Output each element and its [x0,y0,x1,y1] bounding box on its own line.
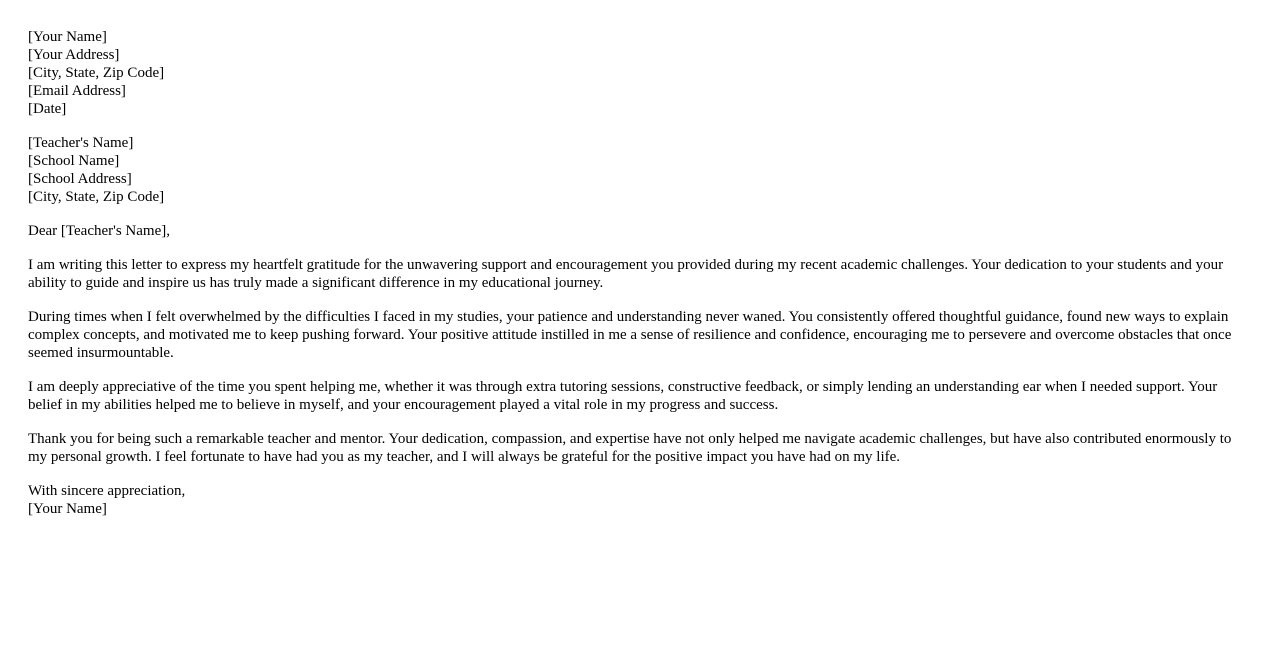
recipient-school-name: [School Name] [28,153,120,169]
recipient-city-state-zip: [City, State, Zip Code] [28,189,165,205]
letter-document [28,28,1250,534]
signature: [Your Name] [28,501,107,517]
closing-phrase: With sincere appreciation, [28,483,186,499]
sender-email: [Email Address] [28,83,126,99]
sender-name: [Your Name] [28,29,107,45]
recipient-school-address: [School Address] [28,171,132,187]
letter-date: [Date] [28,101,67,117]
salutation: Dear [Teacher's Name], [28,223,170,239]
closing-block [28,482,1250,518]
sender-block [28,28,1250,118]
sender-address: [Your Address] [28,47,120,63]
body-paragraph: During times when I felt overwhelmed by the difficulties I faced in my studies, your patience and understanding never waned. You consistently offered thoughtful guidance, found new ways to explain complex concepts, and motivated me to keep pushing forward. Your positive attitude instilled in me a sense of resilience and confidence, encouraging me to persevere and overcome obstacles that once seemed insurmountable. [28,309,1232,361]
sender-city-state-zip: [City, State, Zip Code] [28,65,165,81]
recipient-block [28,134,1250,206]
body-paragraph: Thank you for being such a remarkable teacher and mentor. Your dedication, compassion, and expertise have not only helped me navigate academic challenges, but have also contributed enormously to my personal growth. I feel fortunate to have had you as my teacher, and I will always be grateful for the positive impact you have had on my life. [28,431,1232,465]
body-paragraph: I am writing this letter to express my heartfelt gratitude for the unwavering support and encouragement you provided during my recent academic challenges. Your dedication to your students and your ability to guide and inspire us has truly made a significant difference in my educational journey. [28,257,1224,291]
recipient-name: [Teacher's Name] [28,135,134,151]
body-paragraph: I am deeply appreciative of the time you spent helping me, whether it was through extra tutoring sessions, constructive feedback, or simply lending an understanding ear when I needed support. Your belief in my abilities helped me to believe in myself, and your encouragement played a vital role in my progress and success. [28,379,1218,413]
